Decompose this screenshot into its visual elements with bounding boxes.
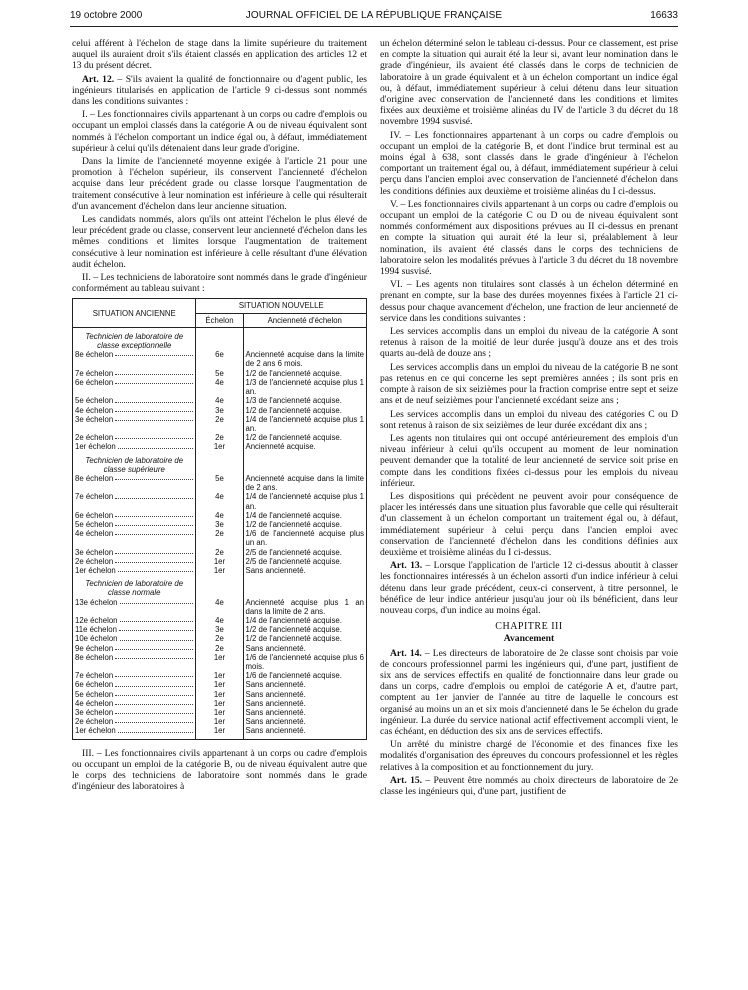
table-row (73, 644, 367, 653)
leader-dots (115, 511, 193, 517)
article-label: Art. 15. (390, 774, 423, 786)
leader-dots (115, 369, 193, 375)
new-echelon: 1er (196, 690, 243, 699)
new-echelon: 2e (196, 644, 243, 653)
old-echelon-cell (73, 699, 196, 708)
new-echelon: 1er (196, 708, 243, 717)
new-echelon: 1er (196, 671, 243, 680)
new-echelon: 4e (196, 616, 243, 625)
article-label: Art. 14. (390, 647, 422, 659)
table-row (73, 690, 367, 699)
old-echelon-label: 12e échelon (75, 615, 118, 625)
table-row (73, 616, 367, 625)
leader-dots (115, 396, 193, 402)
old-echelon (75, 396, 193, 405)
new-echelon: 4e (196, 492, 243, 510)
article-13 (380, 560, 678, 616)
old-echelon (75, 369, 193, 378)
old-echelon-label: 2e échelon (75, 556, 114, 566)
old-echelon-cell (73, 625, 196, 634)
table-group-row (73, 575, 367, 597)
leader-dots (115, 433, 193, 439)
new-echelon: 2e (196, 634, 243, 643)
anciennete: Sans ancienneté. (243, 644, 367, 653)
old-echelon-cell (73, 566, 196, 575)
new-echelon: 1er (196, 680, 243, 689)
leader-dots (115, 644, 193, 650)
left-column (72, 38, 367, 794)
old-echelon-label: 6e échelon (75, 680, 114, 690)
anciennete: 1/2 de l'ancienneté acquise. (243, 433, 367, 442)
table-row (73, 520, 367, 529)
article-12 (72, 74, 367, 108)
table-row (73, 566, 367, 575)
old-echelon-cell (73, 616, 196, 625)
old-echelon-label: 8e échelon (75, 350, 114, 360)
old-echelon (75, 708, 193, 717)
new-echelon: 1er (196, 442, 243, 451)
anciennete: Sans ancienneté. (243, 726, 367, 739)
old-echelon-cell (73, 492, 196, 510)
table-row (73, 511, 367, 520)
old-echelon-label: 5e échelon (75, 396, 114, 406)
leader-dots (115, 548, 193, 554)
leader-dots (115, 529, 193, 535)
old-echelon-label: 7e échelon (75, 671, 114, 681)
old-echelon (75, 566, 193, 575)
anciennete: 2/5 de l'ancienneté acquise. (243, 548, 367, 557)
header-date: 19 octobre 2000 (70, 10, 143, 21)
anciennete: Sans ancienneté. (243, 699, 367, 708)
leader-dots (115, 474, 193, 480)
leader-dots (115, 690, 193, 696)
table-row (73, 548, 367, 557)
anciennete: Sans ancienneté. (243, 690, 367, 699)
anciennete: 1/3 de l'ancienneté acquise. (243, 396, 367, 405)
anciennete: Ancienneté acquise plus 1 an dans la limite de 2 ans. (243, 598, 367, 616)
old-echelon-cell (73, 529, 196, 547)
anciennete: Sans ancienneté. (243, 708, 367, 717)
new-echelon: 1er (196, 717, 243, 726)
new-echelon: 5e (196, 369, 243, 378)
anciennete: 1/6 de l'ancienneté acquise plus 6 mois. (243, 653, 367, 671)
table-row (73, 680, 367, 689)
header-rule (70, 26, 678, 27)
old-echelon (75, 415, 193, 424)
table-row (73, 433, 367, 442)
old-echelon-cell (73, 511, 196, 520)
header-anciennete: Ancienneté d'échelon (243, 313, 367, 327)
new-echelon: 2e (196, 415, 243, 433)
old-echelon-cell (73, 406, 196, 415)
old-echelon-cell (73, 653, 196, 671)
anciennete: Ancienneté acquise dans la limite de 2 ans 6 mois. (243, 350, 367, 368)
new-echelon: 1er (196, 653, 243, 671)
paragraph: Les agents non titulaires qui ont occupé antérieurement des emplois d'un niveau inférieur à celui qu'ils occupent au moment de leur nomination peuvent demander que la totalité de leur ancienneté de service soit prise en compte dans les conditions fixées ci-dessus pour les emplois du niveau inférieur. (380, 432, 678, 489)
old-echelon-label: 8e échelon (75, 652, 114, 662)
table-row (73, 634, 367, 643)
table-row (73, 598, 367, 616)
old-echelon (75, 625, 193, 634)
leader-dots (120, 598, 194, 604)
paragraph: V. – Les fonctionnaires civils appartenant à un corps ou cadre d'emplois ou occupant un emploi de la catégorie C ou D ou de niveau équivalent sont nommés conformément aux dispositions prévues au II ci-dessus en prenant en compte la situation qui aurait été la leur si, préalablement à leur nomination, ils avaient été classés dans le corps des techniciens de laboratoire selon les modalités prévues à l'article 3 du décret du 18 novembre 1994 susvisé. (380, 198, 678, 278)
old-echelon (75, 433, 193, 442)
old-echelon-label: 11e échelon (75, 625, 117, 635)
old-echelon-label: 8e échelon (75, 473, 114, 483)
old-echelon (75, 680, 193, 689)
article-text: – S'ils avaient la qualité de fonctionnaire ou d'agent public, les ingénieurs titularisés en application de l'article 9 ci-dessus sont nommés dans les conditions suivantes : (72, 73, 368, 108)
old-echelon-cell (73, 598, 196, 616)
old-echelon-cell (73, 474, 196, 492)
old-echelon-cell (73, 690, 196, 699)
paragraph: Les services accomplis dans un emploi du niveau des catégories C ou D sont retenus à raison de six seizièmes de leur durée excédant dix ans ; (380, 408, 678, 431)
old-echelon-label: 7e échelon (75, 368, 114, 378)
paragraph: Les services accomplis dans un emploi du niveau de la catégorie A sont retenus à raison de la moitié de leur durée jusqu'à douze ans et des trois quarts au-delà de douze ans ; (380, 326, 678, 360)
new-echelon: 4e (196, 378, 243, 396)
paragraph: Les services accomplis dans un emploi du niveau de la catégorie B ne sont pas retenus en ce qui concerne les sept premières années ; ils sont pris en compte à raison de six seizièmes pour la fraction comprise entre sept et seize ans et de neuf seizièmes pour l'ancienneté excédant seize ans ; (380, 361, 678, 407)
header-title: JOURNAL OFFICIEL DE LA RÉPUBLIQUE FRANÇAISE (245, 10, 503, 21)
table-row (73, 557, 367, 566)
old-echelon-cell (73, 350, 196, 368)
table-row (73, 492, 367, 510)
old-echelon-cell (73, 717, 196, 726)
anciennete: 2/5 de l'ancienneté acquise. (243, 557, 367, 566)
leader-dots (115, 671, 193, 677)
old-echelon-cell (73, 442, 196, 451)
table-row (73, 406, 367, 415)
old-echelon-cell (73, 634, 196, 643)
new-echelon: 2e (196, 433, 243, 442)
article-label: Art. 12. (82, 73, 115, 85)
header-nouvelle: SITUATION NOUVELLE (196, 299, 367, 313)
old-echelon-cell (73, 378, 196, 396)
leader-dots (120, 634, 194, 640)
empty-cell (243, 452, 367, 474)
chapter-title: CHAPITRE III (495, 621, 563, 633)
old-echelon-label: 2e échelon (75, 717, 114, 727)
old-echelon (75, 717, 193, 726)
table-row (73, 396, 367, 405)
paragraph: IV. – Les fonctionnaires appartenant à un corps ou cadre d'emplois ou occupant un emploi de la catégorie B, et dont l'indice brut terminal est au moins égal à 638, sont classés dans le grade d'ingénieur à l'échelon comportant un traitement égal ou, à défaut, immédiatement supérieur à celui perçu dans l'ancien emploi avec conservation de l'ancienneté d'échelon dans les conditions définies aux deuxième et troisième alinéas du I ci-dessus. (380, 129, 678, 197)
old-echelon (75, 634, 193, 643)
new-echelon: 2e (196, 548, 243, 557)
old-echelon (75, 644, 193, 653)
old-echelon (75, 548, 193, 557)
table-group-row (73, 452, 367, 474)
old-echelon-label: 13e échelon (75, 597, 118, 607)
anciennete: Ancienneté acquise dans la limite de 2 ans. (243, 474, 367, 492)
leader-dots (118, 726, 194, 732)
paragraph: I. – Les fonctionnaires civils appartenant à un corps ou cadre d'emplois ou occupant un emploi classés dans la catégorie A ou de niveau équivalent sont nommés à l'échelon comportant un indice égal ou, à défaut, immédiatement supérieur à celui qu'ils détenaient dans leur grade d'origine. (72, 109, 367, 154)
old-echelon-label: 4e échelon (75, 529, 114, 539)
table-row (73, 369, 367, 378)
old-echelon-label: 7e échelon (75, 492, 114, 502)
new-echelon: 3e (196, 625, 243, 634)
old-echelon (75, 378, 193, 387)
old-echelon-label: 6e échelon (75, 510, 114, 520)
old-echelon (75, 557, 193, 566)
old-echelon-label: 4e échelon (75, 405, 114, 415)
group-title: Technicien de laboratoire de classe exceptionnelle (73, 327, 196, 350)
leader-dots (118, 566, 194, 572)
article-15 (380, 775, 678, 797)
new-echelon: 3e (196, 520, 243, 529)
table-row (73, 708, 367, 717)
anciennete: 1/4 de l'ancienneté acquise. (243, 616, 367, 625)
table-row (73, 415, 367, 433)
header-echelon: Échelon (196, 313, 243, 327)
table-row (73, 717, 367, 726)
paragraph: Les dispositions qui précèdent ne peuvent avoir pour conséquence de placer les intéressés dans une situation plus favorable que celle qui résulterait d'un classement à un échelon comportant un traitement égal ou, à défaut, immédiatement supérieur à celui perçu dans l'ancien emploi avec conservation de l'ancienneté d'échelon dans les conditions définies aux deuxième et troisième alinéas du I ci-dessus. (380, 490, 678, 558)
empty-cell (196, 327, 243, 350)
old-echelon-cell (73, 726, 196, 739)
old-echelon (75, 442, 193, 451)
old-echelon-label: 3e échelon (75, 708, 114, 717)
old-echelon (75, 520, 193, 529)
leader-dots (115, 350, 193, 356)
table-row (73, 442, 367, 451)
table-row (73, 726, 367, 739)
paragraph: un échelon déterminé selon le tableau ci-dessus. Pour ce classement, est prise en compte la situation qui aurait été la leur si, avant leur nomination dans le grade d'ingénieur, ils avaient été classés dans le corps de technicien de laboratoire à un grade équivalent et à un échelon comportant un indice égal ou, à défaut, immédiatement supérieur à celui détenu dans leur situation d'origine avec conservation de l'ancienneté dans les conditions et limites fixées aux deuxième et troisième alinéas du IV de l'article 3 du décret du 18 novembre 1994 susvisé. (380, 38, 678, 128)
old-echelon-label: 3e échelon (75, 547, 114, 557)
table-row (73, 653, 367, 671)
paragraph: II. – Les techniciens de laboratoire sont nommés dans le grade d'ingénieur conformément au tableau suivant : (72, 272, 367, 295)
old-echelon (75, 598, 193, 607)
new-echelon: 4e (196, 598, 243, 616)
empty-cell (243, 575, 367, 597)
leader-dots (115, 415, 193, 421)
new-echelon: 6e (196, 350, 243, 368)
old-echelon-cell (73, 644, 196, 653)
anciennete: Sans ancienneté. (243, 566, 367, 575)
leader-dots (115, 492, 193, 498)
anciennete: 1/6 de l'ancienneté acquise plus un an. (243, 529, 367, 547)
new-echelon: 1er (196, 726, 243, 739)
anciennete: 1/2 de l'ancienneté acquise. (243, 369, 367, 378)
leader-dots (115, 406, 193, 412)
new-echelon: 3e (196, 406, 243, 415)
old-echelon (75, 616, 193, 625)
old-echelon-cell (73, 396, 196, 405)
leader-dots (115, 557, 193, 563)
table-row (73, 350, 367, 368)
anciennete: 1/6 de l'ancienneté acquise. (243, 671, 367, 680)
old-echelon-label: 5e échelon (75, 519, 114, 529)
paragraph: celui afférent à l'échelon de stage dans la limite supérieure du traitement auquel ils auraient droit s'ils étaient classés en application des articles 12 et 13 du présent décret. (72, 38, 367, 72)
new-echelon: 4e (196, 396, 243, 405)
old-echelon (75, 671, 193, 680)
empty-cell (196, 452, 243, 474)
anciennete: Sans ancienneté. (243, 717, 367, 726)
paragraph: Dans la limite de l'ancienneté moyenne exigée à l'article 21 pour une promotion à l'échelon supérieur, ils conservent l'ancienneté d'échelon acquise dans leur précédent grade ou classe lorsque l'augmentation de traitement consécutive à leur nomination est inférieure à celle qui résulterait d'un avancement d'échelon dans leur ancienne situation. (72, 156, 367, 212)
table-row (73, 625, 367, 634)
table-group-row (73, 327, 367, 350)
old-echelon-cell (73, 708, 196, 717)
table-row (73, 671, 367, 680)
table-row (73, 699, 367, 708)
anciennete: 1/2 de l'ancienneté acquise. (243, 625, 367, 634)
old-echelon (75, 350, 193, 359)
anciennete: 1/4 de l'ancienneté acquise plus 1 an. (243, 492, 367, 510)
old-echelon-cell (73, 433, 196, 442)
old-echelon-label: 2e échelon (75, 433, 114, 443)
classification-table (72, 298, 367, 739)
leader-dots (115, 653, 193, 659)
new-echelon: 5e (196, 474, 243, 492)
section-title: Avancement (503, 633, 555, 645)
article-text: – Peuvent être nommés au choix directeurs de laboratoire de 2e classe les ingénieurs qui, d'une part, justifient de (380, 774, 679, 797)
leader-dots (115, 378, 193, 384)
old-echelon-cell (73, 680, 196, 689)
table-row (73, 474, 367, 492)
table-row (73, 529, 367, 547)
leader-dots (115, 708, 193, 714)
old-echelon-cell (73, 557, 196, 566)
old-echelon (75, 529, 193, 538)
anciennete: 1/4 de l'ancienneté acquise. (243, 511, 367, 520)
paragraph: III. – Les fonctionnaires civils appartenant à un corps ou cadre d'emplois ou occupant un emploi de la catégorie B, ou de niveau équivalent autre que le corps des techniciens de laboratoire sont nommés dans le grade d'ingénieur des laboratoires à (72, 747, 367, 793)
old-echelon-label: 1er échelon (75, 442, 116, 452)
group-title: Technicien de laboratoire de classe supérieure (73, 452, 196, 474)
old-echelon-cell (73, 415, 196, 433)
header-page-number: 16633 (650, 10, 678, 21)
table-body (73, 327, 367, 739)
new-echelon: 2e (196, 529, 243, 547)
old-echelon (75, 492, 193, 501)
article-text: – Lorsque l'application de l'article 12 ci-dessus aboutit à classer les fonctionnaires intéressés à un échelon assorti d'un indice inférieur à celui détenu dans leur grade précédent, ceux-ci conservent, à titre personnel, le bénéfice de leur indice antérieur jusqu'au jour où ils bénéficient, dans leur nouveau corps, d'un indice au moins égal. (380, 560, 679, 616)
old-echelon (75, 690, 193, 699)
old-echelon-label: 4e échelon (75, 698, 114, 708)
old-echelon-label: 5e échelon (75, 689, 114, 699)
article-14 (380, 648, 678, 738)
old-echelon (75, 699, 193, 708)
leader-dots (120, 616, 194, 622)
empty-cell (196, 575, 243, 597)
anciennete: 1/2 de l'ancienneté acquise. (243, 406, 367, 415)
old-echelon-label: 1er échelon (75, 565, 116, 575)
header-ancienne: SITUATION ANCIENNE (73, 299, 196, 327)
leader-dots (115, 520, 193, 526)
paragraph: Un arrêté du ministre chargé de l'économie et des finances fixe les modalités d'organisation des épreuves du concours professionnel et les règles relatives à la composition et au fonctionnement du jury. (380, 739, 678, 773)
anciennete: 1/3 de l'ancienneté acquise plus 1 an. (243, 378, 367, 396)
old-echelon (75, 511, 193, 520)
old-echelon-cell (73, 671, 196, 680)
old-echelon-label: 10e échelon (75, 634, 118, 644)
old-echelon (75, 726, 193, 735)
group-title: Technicien de laboratoire de classe normale (73, 575, 196, 597)
anciennete: 1/4 de l'ancienneté acquise plus 1 an. (243, 415, 367, 433)
empty-cell (243, 327, 367, 350)
old-echelon-cell (73, 548, 196, 557)
leader-dots (115, 699, 193, 705)
old-echelon-cell (73, 369, 196, 378)
old-echelon (75, 653, 193, 662)
new-echelon: 4e (196, 511, 243, 520)
paragraph: VI. – Les agents non titulaires sont classés à un échelon déterminé en prenant en compte, sur la base des durées moyennes fixées à l'article 21 ci-dessus pour chaque avancement d'échelon, une fraction de leur ancienneté de service dans les conditions suivantes : (380, 279, 678, 324)
old-echelon (75, 406, 193, 415)
paragraph: Les candidats nommés, alors qu'ils ont atteint l'échelon le plus élevé de leur précédent grade ou classe, conservent leur ancienneté d'échelon dans les mêmes conditions et limites lorsque l'augmentation de traitement consécutive à leur nomination est inférieure à celle résultant d'une élévation audit échelon. (72, 214, 367, 270)
old-echelon (75, 474, 193, 483)
anciennete: Sans ancienneté. (243, 680, 367, 689)
article-text: – Les directeurs de laboratoire de 2e classe sont choisis par voie de concours professionnel parmi les ingénieurs qui, d'une part, justifient de six ans de services effectifs en qualité de fonctionnaire dans leur grade ou dans un corps, cadre d'emplois ou emploi de catégorie A et, d'autre part, comptent au 1er janvier de l'année au titre de laquelle le concours est organisé au moins un an et six mois d'ancienneté dans le 5e échelon du grade ingénieur. La durée du service national actif effectivement accompli vient, le cas échéant, en déduction des six ans de services effectifs. (380, 647, 678, 737)
article-label: Art. 13. (390, 560, 423, 572)
right-column (380, 38, 678, 799)
anciennete: Ancienneté acquise. (243, 442, 367, 451)
page-header (70, 10, 678, 24)
new-echelon: 1er (196, 566, 243, 575)
leader-dots (115, 717, 193, 723)
new-echelon: 1er (196, 699, 243, 708)
old-echelon-label: 9e échelon (75, 643, 114, 653)
old-echelon-cell (73, 520, 196, 529)
old-echelon-label: 1er échelon (75, 726, 116, 736)
old-echelon-label: 3e échelon (75, 414, 114, 424)
leader-dots (118, 442, 194, 448)
new-echelon: 1er (196, 557, 243, 566)
anciennete: 1/2 de l'ancienneté acquise. (243, 634, 367, 643)
leader-dots (115, 680, 193, 686)
anciennete: 1/2 de l'ancienneté acquise. (243, 520, 367, 529)
table-row (73, 378, 367, 396)
leader-dots (119, 625, 194, 631)
old-echelon-label: 6e échelon (75, 377, 114, 387)
